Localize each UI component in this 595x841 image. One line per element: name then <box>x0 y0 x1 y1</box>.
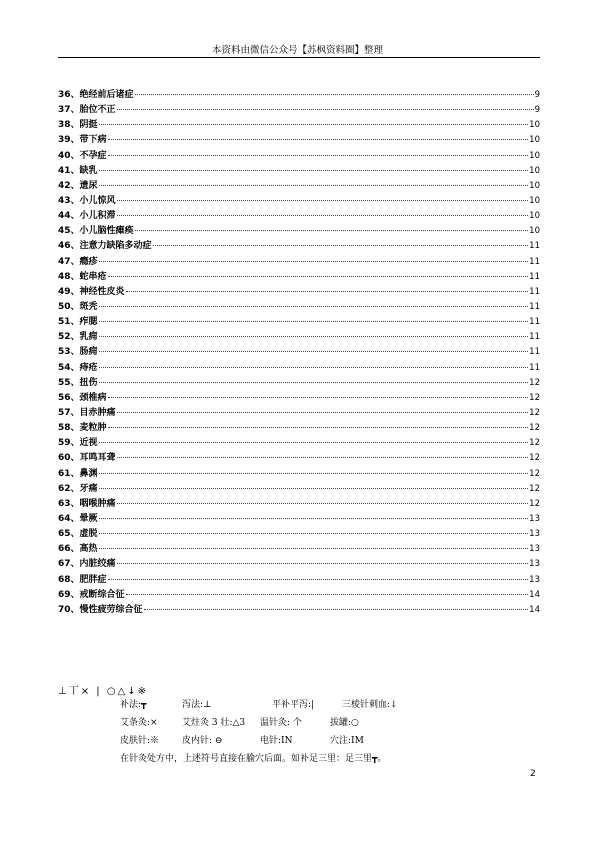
toc-entry-page: 10 <box>529 150 540 161</box>
toc-entry-title: 46、注意力缺陷多动症 <box>58 241 152 252</box>
toc-entry-title: 55、扭伤 <box>58 377 98 388</box>
toc-entry-page: 12 <box>529 392 540 403</box>
toc-entry[interactable] <box>58 406 540 421</box>
toc-entry-title: 40、不孕症 <box>58 150 107 161</box>
toc-entry-page: 10 <box>529 165 540 176</box>
toc-entry-title: 36、绝经前后诸症 <box>58 90 134 100</box>
toc-dot-leader <box>99 305 529 307</box>
toc-entry-page: 10 <box>529 120 540 131</box>
toc-entry-title: 45、小儿脑性瘫痪 <box>58 226 134 237</box>
legend-row <box>120 696 540 714</box>
toc-entry-title: 70、慢性疲劳综合征 <box>58 604 143 615</box>
toc-entry-title: 54、痔疮 <box>58 362 98 373</box>
toc-entry[interactable] <box>58 542 540 557</box>
toc-entry-page: 14 <box>529 604 540 615</box>
toc-entry[interactable] <box>58 315 540 330</box>
toc-entry-title: 61、鼻渊 <box>58 468 98 479</box>
toc-entry-title: 66、高热 <box>58 544 98 555</box>
toc-entry[interactable] <box>58 133 540 148</box>
toc-entry[interactable] <box>58 330 540 345</box>
toc-entry-title: 48、蛇串疮 <box>58 271 107 282</box>
toc-dot-leader <box>99 184 529 186</box>
toc-dot-leader <box>117 214 529 216</box>
toc-dot-leader <box>108 138 529 140</box>
toc-entry-title: 51、痄腮 <box>58 317 98 328</box>
toc-entry[interactable] <box>58 345 540 360</box>
toc-entry-page: 13 <box>529 544 540 555</box>
toc-entry-title: 57、目赤肿痛 <box>58 407 116 418</box>
toc-entry-title: 63、咽喉肿痛 <box>58 498 116 509</box>
toc-entry[interactable] <box>58 482 540 497</box>
toc-entry[interactable] <box>58 376 540 391</box>
toc-entry-title: 50、斑秃 <box>58 301 98 312</box>
toc-entry-page: 11 <box>529 317 540 328</box>
toc-dot-leader <box>99 547 529 549</box>
toc-entry[interactable] <box>58 421 540 436</box>
toc-entry[interactable] <box>58 512 540 527</box>
toc-entry-title: 42、遗尿 <box>58 180 98 191</box>
toc-entry[interactable] <box>58 573 540 588</box>
toc-entry-title: 53、肠痈 <box>58 347 98 358</box>
toc-entry[interactable] <box>58 497 540 512</box>
toc-entry[interactable] <box>58 149 540 164</box>
toc-entry-page: 10 <box>529 135 540 146</box>
toc-entry[interactable] <box>58 557 540 572</box>
toc-dot-leader <box>135 229 529 231</box>
toc-entry-title: 43、小儿惊风 <box>58 195 116 206</box>
toc-entry-page: 11 <box>529 347 540 358</box>
toc-entry-page: 11 <box>529 271 540 282</box>
legend-item: 平补平泻:| <box>272 700 315 710</box>
toc-entry-title: 59、近视 <box>58 438 98 449</box>
toc-entry[interactable] <box>58 179 540 194</box>
toc-entry[interactable] <box>58 88 540 103</box>
toc-dot-leader <box>117 456 529 458</box>
toc-dot-leader <box>126 593 529 595</box>
toc-dot-leader <box>135 93 534 95</box>
toc-entry-title: 64、晕厥 <box>58 513 98 524</box>
toc-entry[interactable] <box>58 451 540 466</box>
legend-item: 穴注:IM <box>330 736 364 746</box>
toc-dot-leader <box>108 275 529 277</box>
toc-dot-leader <box>117 562 529 564</box>
toc-entry-title: 39、带下病 <box>58 135 107 146</box>
toc-dot-leader <box>99 381 529 383</box>
toc-dot-leader <box>144 608 529 610</box>
toc-entry[interactable] <box>58 194 540 209</box>
toc-entry-title: 37、胎位不正 <box>58 105 116 116</box>
toc-dot-leader <box>99 472 529 474</box>
header-divider <box>58 57 540 58</box>
toc-entry[interactable] <box>58 285 540 300</box>
toc-entry-title: 68、肥胖症 <box>58 574 107 585</box>
toc-entry-title: 47、瘾疹 <box>58 256 98 267</box>
toc-entry-title: 65、虚脱 <box>58 529 98 540</box>
toc-entry-title: 67、内脏绞痛 <box>58 559 116 570</box>
toc-entry[interactable] <box>58 467 540 482</box>
toc-entry-page: 10 <box>529 195 540 206</box>
toc-entry[interactable] <box>58 361 540 376</box>
toc-dot-leader <box>126 290 529 292</box>
toc-entry-title: 52、乳痈 <box>58 332 98 343</box>
toc-entry[interactable] <box>58 239 540 254</box>
toc-entry-title: 49、神经性皮炎 <box>58 286 125 297</box>
toc-dot-leader <box>117 411 529 413</box>
toc-entry-page: 13 <box>529 513 540 524</box>
toc-entry-page: 14 <box>529 589 540 600</box>
toc-dot-leader <box>99 320 529 322</box>
legend-item: 拔罐:○ <box>330 718 359 728</box>
page-header: 本资料由微信公众号【苏枫资料圈】整理 <box>211 45 383 56</box>
toc-entry[interactable] <box>58 588 540 603</box>
toc-entry-page: 12 <box>529 438 540 449</box>
toc-entry-title: 56、颈椎病 <box>58 392 107 403</box>
toc-entry-page: 13 <box>529 529 540 540</box>
toc-entry-page: 10 <box>529 180 540 191</box>
toc-entry-title: 58、麦粒肿 <box>58 423 107 434</box>
toc-entry-title: 62、牙痛 <box>58 483 98 494</box>
page-number: 2 <box>530 769 536 779</box>
toc-entry[interactable] <box>58 300 540 315</box>
legend-item: 艾炷灸 3 壮:△3 <box>182 718 246 728</box>
toc-entry-page: 10 <box>529 211 540 222</box>
legend-item: 三棱针刺血:↓ <box>342 700 398 710</box>
legend-row <box>120 714 540 732</box>
legend-note-row <box>120 750 540 768</box>
toc-entry-page: 10 <box>529 226 540 237</box>
toc-entry[interactable] <box>58 103 540 118</box>
toc-entry-page: 11 <box>529 256 540 267</box>
toc-dot-leader <box>99 260 529 262</box>
legend-item: 补法:┳ <box>120 700 147 710</box>
toc-entry[interactable] <box>58 255 540 270</box>
toc-dot-leader <box>108 154 529 156</box>
toc-dot-leader <box>108 578 529 580</box>
toc-entry-title: 41、缺乳 <box>58 165 98 176</box>
toc-dot-leader <box>108 396 529 398</box>
toc-dot-leader <box>117 108 534 110</box>
legend-item: 温针灸: 个 <box>260 718 302 728</box>
toc-dot-leader <box>99 441 529 443</box>
toc-entry-page: 12 <box>529 483 540 494</box>
toc-dot-leader <box>108 426 529 428</box>
toc-entry-page: 9 <box>534 90 540 100</box>
symbol-legend <box>120 696 540 768</box>
toc-entry[interactable] <box>58 118 540 133</box>
toc-dot-leader <box>153 244 529 246</box>
legend-item: 皮肤针:※ <box>120 736 160 746</box>
toc-dot-leader <box>99 335 529 337</box>
toc-entry-title: 44、小儿积滞 <box>58 211 116 222</box>
legend-item: 泻法:⊥ <box>182 700 212 710</box>
toc-dot-leader <box>99 350 529 352</box>
toc-entry-page: 11 <box>529 362 540 373</box>
toc-entry[interactable] <box>58 436 540 451</box>
toc-entry[interactable] <box>58 603 540 618</box>
symbols-line: ⊥丅× | ○△↓※ <box>58 686 148 697</box>
toc-entry-page: 11 <box>529 332 540 343</box>
toc-entry-page: 12 <box>529 407 540 418</box>
toc-entry-page: 13 <box>529 574 540 585</box>
toc-dot-leader <box>99 487 529 489</box>
toc-entry-page: 12 <box>529 453 540 464</box>
toc-entry-page: 11 <box>529 286 540 297</box>
toc-dot-leader <box>99 366 529 368</box>
toc-dot-leader <box>117 502 529 504</box>
toc-entry-page: 11 <box>529 241 540 252</box>
toc-dot-leader <box>99 169 529 171</box>
toc-dot-leader <box>99 517 529 519</box>
toc-entry[interactable] <box>58 527 540 542</box>
toc-entry-page: 11 <box>529 301 540 312</box>
toc-entry-page: 12 <box>529 468 540 479</box>
toc-dot-leader <box>99 123 529 125</box>
legend-item: 艾条灸:× <box>120 718 158 728</box>
toc-entry-page: 9 <box>534 105 540 116</box>
toc-entry-title: 60、耳鸣耳聋 <box>58 453 116 464</box>
toc-entry[interactable] <box>58 224 540 239</box>
toc-entry-page: 12 <box>529 377 540 388</box>
toc-dot-leader <box>117 199 529 201</box>
legend-item: 皮内针: ⊖ <box>182 736 223 746</box>
toc-entry-title: 38、阴挺 <box>58 120 98 131</box>
toc-entry[interactable] <box>58 164 540 179</box>
toc-entry-page: 13 <box>529 559 540 570</box>
toc-entry-page: 12 <box>529 423 540 434</box>
toc-entry-title: 69、戒断综合征 <box>58 589 125 600</box>
toc-dot-leader <box>99 532 529 534</box>
toc-entry-page: 12 <box>529 498 540 509</box>
table-of-contents <box>58 88 540 618</box>
toc-entry[interactable] <box>58 270 540 285</box>
legend-row <box>120 732 540 750</box>
toc-entry[interactable] <box>58 209 540 224</box>
toc-entry[interactable] <box>58 391 540 406</box>
legend-item: 电针:IN <box>260 736 293 746</box>
legend-note: 在针灸处方中，上述符号直接在腧穴后面。如补足三里：足三里┳。 <box>120 754 387 764</box>
